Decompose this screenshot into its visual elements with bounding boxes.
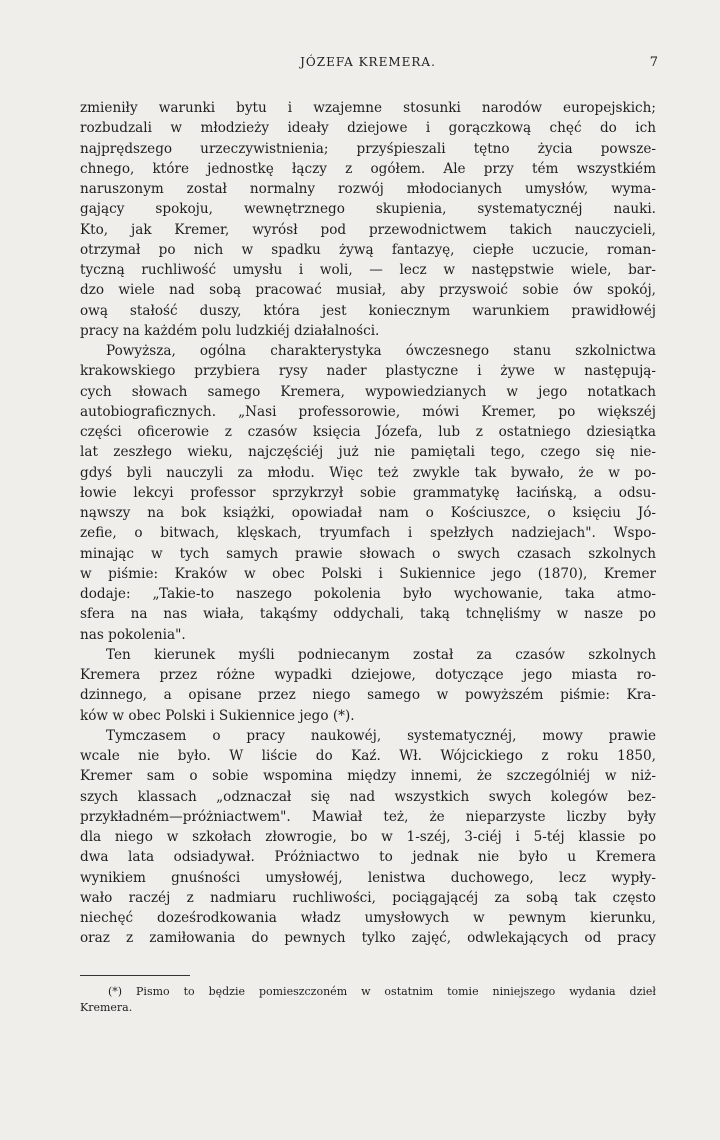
text-line: ków w obec Polski i Sukiennice jego (*). xyxy=(80,707,355,724)
text-line: części oficerowie z czasów księcia Józefa, lub z ostatniego dziesiątka xyxy=(80,424,656,440)
text-line: sfera na nas wiała, takąśmy oddychali, taką tchnęliśmy w nasze po xyxy=(80,606,656,623)
text-line: Ten kierunek myśli podniecanym został za czasów szkolnych xyxy=(106,646,656,663)
text-line: wynikiem gnuśności umysłowéj, lenistwa duchowego, lecz wypły- xyxy=(80,869,656,886)
text-line: dzinnego, a opisane przez niego samego w powyższém piśmie: Kra- xyxy=(80,687,656,704)
text-line: cych słowach samego Kremera, wypowiedzianych w jego notatkach xyxy=(80,383,656,400)
running-title: JÓZEFA KREMERA. xyxy=(300,55,436,69)
text-line: Kto, jak Kremer, wyrósł pod przewodnictwem takich nauczycieli, xyxy=(80,221,656,238)
text-line: przykładném—próżniactwem". Mawiał też, że nieparzyste liczby były xyxy=(80,808,656,825)
text-line: nąwszy na bok książki, opowiadał nam o Kościuszce, o księciu Jó- xyxy=(80,505,656,521)
text-line: dla niego w szkołach złowrogie, bo w 1-széj, 3-ciéj i 5-téj klassie po xyxy=(80,829,656,845)
body-text xyxy=(80,98,656,949)
text-line: zefie, o bitwach, klęskach, tryumfach i spełzłych nadziejach". Wspo- xyxy=(80,525,656,542)
text-line: niechęć doześrodkowania władz umysłowych w pewnym kierunku, xyxy=(80,910,656,926)
text-line: Kremera przez różne wypadki dziejowe, dotyczące jego miasta ro- xyxy=(80,667,656,683)
text-line: otrzymał po nich w spadku żywą fantazyę, ciepłe uczucie, roman- xyxy=(80,241,656,258)
text-line: tyczną ruchliwość umysłu i woli, — lecz w następstwie wiele, bar- xyxy=(80,262,656,278)
footnote-line: Kremera. xyxy=(80,1001,133,1014)
text-line: Kremer sam o sobie wspomina między innemi, że szczególniéj w niż- xyxy=(80,768,656,785)
text-line: minając w tych samych prawie słowach o swych czasach szkolnych xyxy=(80,545,656,562)
text-line: autobiograficznych. „Nasi professorowie, mówi Kremer, po większéj xyxy=(80,403,656,420)
text-line: Powyższa, ogólna charakterystyka ówczesnego stanu szkolnictwa xyxy=(106,343,656,359)
text-line: szych klassach „odznaczał się nad wszystkich swych kolegów bez- xyxy=(80,788,656,805)
text-line: nas pokolenia". xyxy=(80,626,186,643)
text-line: dwa lata odsiadywał. Próżniactwo to jednak nie było u Kremera xyxy=(80,849,656,866)
text-line: gający spokoju, wewnętrznego skupienia, systematycznéj nauki. xyxy=(80,201,656,218)
text-line: ową stałość duszy, która jest koniecznym warunkiem prawidłowéj xyxy=(80,302,656,319)
text-line: rozbudzali w młodzieży ideały dziejowe i gorączkową chęć do ich xyxy=(80,120,656,137)
text-line: naruszonym został normalny rozwój młodocianych umysłów, wyma- xyxy=(80,181,656,197)
text-line: najprędszego urzeczywistnienia; przyśpieszali tętno życia powsze- xyxy=(80,140,656,157)
footnote-divider xyxy=(80,975,190,976)
text-line: dzo wiele nad sobą pracować musiał, aby przyswoić sobie ów spokój, xyxy=(80,282,656,299)
text-line: wało raczéj z nadmiaru ruchliwości, pociągającéj za sobą tak często xyxy=(80,889,656,906)
text-line: wcale nie było. W liście do Kaź. Wł. Wójcickiego z roku 1850, xyxy=(80,748,656,764)
footnote-line: (*) Pismo to będzie pomieszczoném w ostatnim tomie niniejszego wydania dzieł xyxy=(108,985,656,998)
text-line: oraz z zamiłowania do pewnych tylko zajęć, odwlekających od pracy xyxy=(80,930,656,947)
page-header xyxy=(78,55,658,77)
page-number: 7 xyxy=(649,55,658,70)
text-line: gdyś byli nauczyli za młodu. Więc też zwykle tak bywało, że w po- xyxy=(80,464,656,481)
footnote xyxy=(80,984,656,1016)
text-line: zmieniły warunki bytu i wzajemne stosunki narodów europejskich; xyxy=(80,100,656,116)
text-line: chnego, które jednostkę łączy z ogółem. Ale przy tém wszystkiém xyxy=(80,160,656,177)
text-line: pracy na każdém polu ludzkiéj działalności. xyxy=(80,322,380,339)
text-line: dodaje: „Takie-to naszego pokolenia było wychowanie, taka atmo- xyxy=(80,586,656,602)
text-line: łowie lekcyi professor sprzykrzył sobie grammatykę łacińską, a odsu- xyxy=(80,484,656,501)
text-line: lat zeszłego wieku, najczęściéj już nie pamiętali tego, czego się nie- xyxy=(80,444,656,461)
text-line: Tymczasem o pracy naukowéj, systematycznéj, mowy prawie xyxy=(106,727,656,744)
text-line: krakowskiego przybiera rysy nader plastyczne i żywe w następują- xyxy=(80,363,656,380)
text-line: w piśmie: Kraków w obec Polski i Sukiennice jego (1870), Kremer xyxy=(80,565,656,582)
